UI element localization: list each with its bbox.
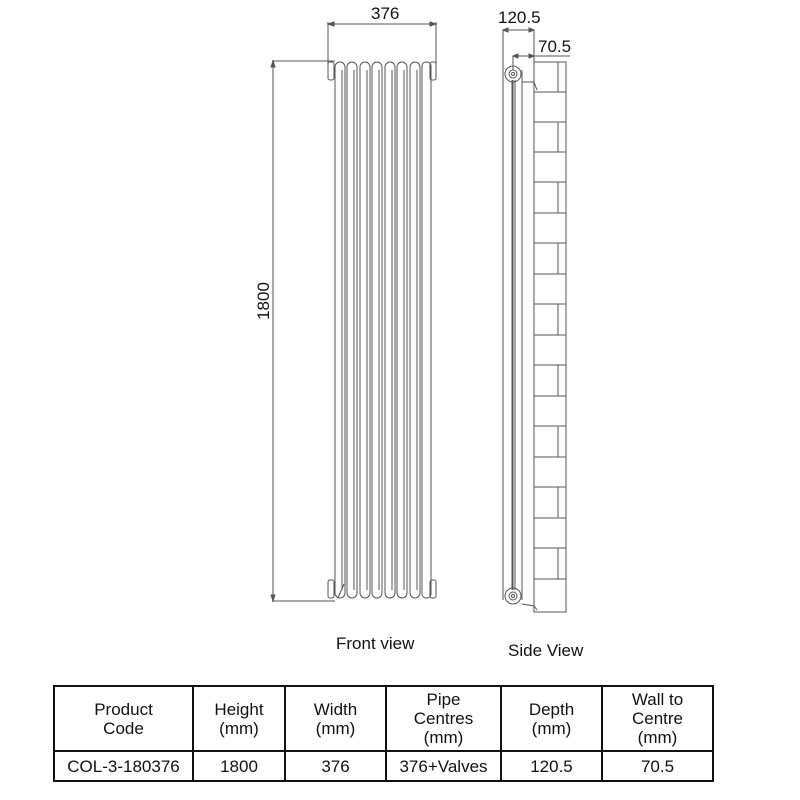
cell-depth: 120.5 bbox=[501, 751, 602, 781]
header-line: (mm) bbox=[423, 728, 464, 747]
cell-width: 376 bbox=[285, 751, 386, 781]
header-height bbox=[193, 686, 285, 751]
header-pipe-centres bbox=[386, 686, 501, 751]
header-depth bbox=[501, 686, 602, 751]
side-view-drawing bbox=[503, 28, 570, 612]
header-line: (mm) bbox=[637, 728, 678, 747]
header-line: Height bbox=[214, 699, 264, 719]
header-line: (mm) bbox=[531, 718, 572, 738]
header-line: Wall to bbox=[631, 690, 684, 709]
spec-table-header-row bbox=[54, 686, 713, 751]
front-view-drawing bbox=[271, 22, 436, 601]
header-line: Pipe bbox=[426, 690, 461, 709]
header-width bbox=[285, 686, 386, 751]
header-line: Depth bbox=[528, 699, 575, 719]
header-wall-to-centre bbox=[602, 686, 713, 751]
side-depth-dimension: 120.5 bbox=[498, 8, 541, 27]
header-line: Code bbox=[103, 718, 144, 738]
cell-wall-to-centre: 70.5 bbox=[602, 751, 713, 781]
header-product-code bbox=[54, 686, 193, 751]
header-line: Centres bbox=[413, 709, 474, 728]
cell-product-code: COL-3-180376 bbox=[54, 751, 193, 781]
front-view-label: Front view bbox=[336, 634, 415, 653]
table-row bbox=[54, 751, 713, 781]
front-width-dimension: 376 bbox=[371, 4, 400, 23]
side-view-label: Side View bbox=[508, 641, 584, 660]
header-line: (mm) bbox=[315, 718, 356, 738]
header-line: Centre bbox=[631, 709, 684, 728]
cell-height: 1800 bbox=[193, 751, 285, 781]
header-line: Product bbox=[94, 699, 153, 719]
spec-table bbox=[53, 685, 714, 782]
cell-pipe-centres: 376+Valves bbox=[386, 751, 501, 781]
header-line: (mm) bbox=[219, 718, 259, 738]
header-line: Width bbox=[313, 699, 358, 719]
side-wall-to-centre-dimension: 70.5 bbox=[538, 37, 572, 56]
front-height-dimension: 1800 bbox=[253, 282, 273, 320]
